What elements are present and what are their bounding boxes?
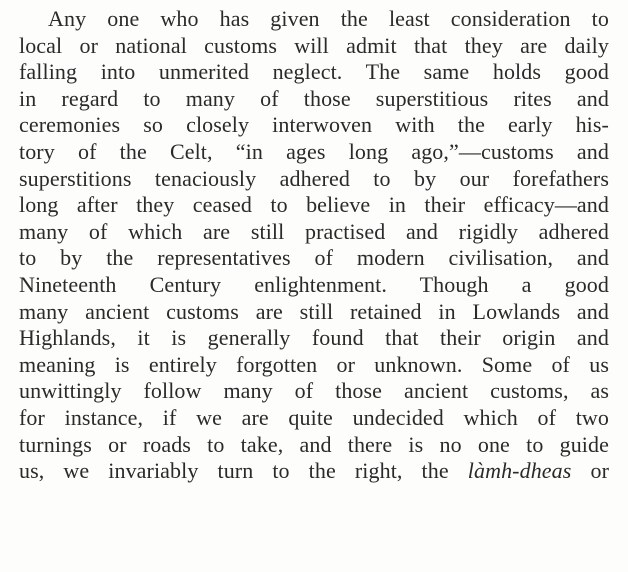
text-line: many of which are still practised and rigidly adhered (19, 218, 609, 244)
text-line-last (19, 458, 609, 485)
text-line: superstitions tenaciously adhered to by our forefathers (19, 165, 609, 191)
text-line: local or national customs will admit that they are daily (19, 32, 609, 58)
text-line: Nineteenth Century enlightenment. Though a good (19, 271, 609, 297)
text-line: ceremonies so closely interwoven with the early his- (19, 112, 609, 138)
text-line: long after they ceased to believe in their efficacy—and (19, 192, 609, 218)
text-line: turnings or roads to take, and there is no one to guide (19, 431, 609, 457)
text-line: to by the representatives of modern civilisation, and (19, 245, 609, 271)
text-line: for instance, if we are quite undecided which of two (19, 404, 609, 430)
text-line: falling into unmerited neglect. The same holds good (19, 59, 609, 85)
gaelic-term: làmh-dheas (467, 458, 572, 484)
text-line: many ancient customs are still retained in Lowlands and (19, 298, 609, 324)
text-line: tory of the Celt, “in ages long ago,”—customs and (19, 138, 609, 164)
text-line: Any one who has given the least consideration to (48, 6, 609, 31)
last-line-text: us, we invariably turn to the right, the (19, 458, 449, 484)
paragraph (19, 6, 609, 485)
text-line: in regard to many of those superstitious rites and (19, 85, 609, 111)
text-line: Highlands, it is generally found that their origin and (19, 325, 609, 351)
text-line: unwittingly follow many of those ancient customs, as (19, 378, 609, 404)
last-line-tail: or (590, 458, 609, 484)
text-line: meaning is entirely forgotten or unknown. Some of us (19, 351, 609, 377)
